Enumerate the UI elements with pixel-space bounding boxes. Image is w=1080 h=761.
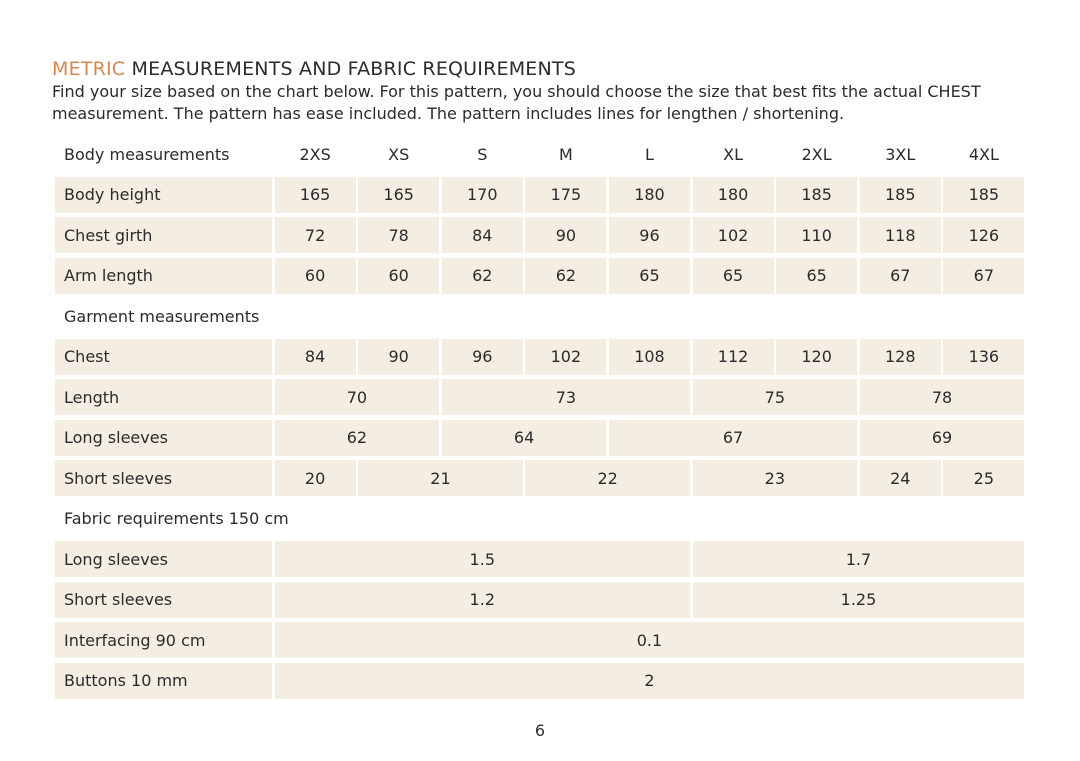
table-cell: 120 bbox=[776, 339, 857, 375]
table-cell: 67 bbox=[943, 258, 1024, 294]
page-number: 6 bbox=[534, 721, 546, 740]
table-cell: 84 bbox=[442, 217, 523, 253]
body-row-label: Chest girth bbox=[55, 217, 272, 253]
table-cell: 1.25 bbox=[693, 582, 1025, 618]
table-cell: 73 bbox=[442, 379, 690, 415]
table-cell: 65 bbox=[693, 258, 774, 294]
size-column-header: L bbox=[645, 144, 654, 164]
table-cell: 102 bbox=[525, 339, 606, 375]
size-column-header: 4XL bbox=[968, 144, 999, 164]
body-row-label: Arm length bbox=[55, 258, 272, 294]
fabric-row-label: Interfacing 90 cm bbox=[55, 622, 272, 658]
table-cell: 175 bbox=[525, 177, 606, 213]
size-column-header: M bbox=[558, 144, 573, 164]
table-cell: 185 bbox=[943, 177, 1024, 213]
page-title bbox=[52, 57, 576, 81]
table-cell: 136 bbox=[943, 339, 1024, 375]
table-cell: 0.1 bbox=[275, 622, 1025, 658]
table-cell: 1.5 bbox=[275, 541, 690, 577]
table-cell: 112 bbox=[693, 339, 774, 375]
garment-row-label: Long sleeves bbox=[55, 420, 272, 456]
fabric-row-label: Buttons 10 mm bbox=[55, 663, 272, 699]
table-cell: 67 bbox=[860, 258, 941, 294]
fabric-requirements-heading: Fabric requirements 150 cm bbox=[64, 509, 289, 528]
table-cell: 75 bbox=[693, 379, 858, 415]
table-cell: 180 bbox=[609, 177, 690, 213]
table-cell: 128 bbox=[860, 339, 941, 375]
table-cell: 70 bbox=[275, 379, 440, 415]
table-cell: 65 bbox=[609, 258, 690, 294]
table-cell: 96 bbox=[442, 339, 523, 375]
table-cell: 62 bbox=[442, 258, 523, 294]
size-column-header: S bbox=[477, 144, 488, 164]
garment-measurements-heading: Garment measurements bbox=[64, 306, 260, 326]
table-cell: 22 bbox=[525, 460, 690, 496]
table-cell: 185 bbox=[860, 177, 941, 213]
table-cell: 60 bbox=[275, 258, 356, 294]
table-cell: 64 bbox=[442, 420, 607, 456]
garment-row-label: Chest bbox=[55, 339, 272, 375]
table-cell: 110 bbox=[776, 217, 857, 253]
table-cell: 65 bbox=[776, 258, 857, 294]
title-accent: METRIC bbox=[52, 58, 126, 80]
table-cell: 62 bbox=[525, 258, 606, 294]
table-cell: 185 bbox=[776, 177, 857, 213]
table-cell: 2 bbox=[275, 663, 1025, 699]
garment-row-label: Short sleeves bbox=[55, 460, 272, 496]
table-cell: 67 bbox=[609, 420, 857, 456]
size-column-header: 2XS bbox=[299, 144, 331, 164]
table-cell: 102 bbox=[693, 217, 774, 253]
size-chart-table bbox=[55, 136, 1024, 699]
title-rest: MEASUREMENTS AND FABRIC REQUIREMENTS bbox=[125, 58, 576, 80]
table-cell: 84 bbox=[275, 339, 356, 375]
body-measurements-heading: Body measurements bbox=[64, 144, 230, 164]
table-cell: 96 bbox=[609, 217, 690, 253]
table-cell: 69 bbox=[860, 420, 1025, 456]
table-cell: 78 bbox=[860, 379, 1025, 415]
table-cell: 1.7 bbox=[693, 541, 1025, 577]
table-cell: 20 bbox=[275, 460, 356, 496]
table-cell: 165 bbox=[358, 177, 439, 213]
table-cell: 90 bbox=[358, 339, 439, 375]
size-column-header: 2XL bbox=[801, 144, 832, 164]
body-row-label: Body height bbox=[55, 177, 272, 213]
size-column-header: XS bbox=[388, 144, 410, 164]
table-cell: 21 bbox=[358, 460, 523, 496]
table-cell: 24 bbox=[860, 460, 941, 496]
table-cell: 108 bbox=[609, 339, 690, 375]
table-cell: 118 bbox=[860, 217, 941, 253]
size-column-header: 3XL bbox=[885, 144, 916, 164]
table-cell: 25 bbox=[943, 460, 1024, 496]
table-cell: 60 bbox=[358, 258, 439, 294]
table-cell: 180 bbox=[693, 177, 774, 213]
table-cell: 126 bbox=[943, 217, 1024, 253]
table-cell: 23 bbox=[693, 460, 858, 496]
fabric-row-label: Short sleeves bbox=[55, 582, 272, 618]
intro-paragraph: Find your size based on the chart below. For this pattern, you should choose the size that best fits the actual CHEST measurement. The pattern has ease included. The pattern includes lines for lengthen / shortening. bbox=[52, 82, 981, 123]
table-cell: 165 bbox=[275, 177, 356, 213]
table-cell: 78 bbox=[358, 217, 439, 253]
size-column-header: XL bbox=[723, 144, 743, 164]
table-cell: 90 bbox=[525, 217, 606, 253]
garment-row-label: Length bbox=[55, 379, 272, 415]
table-cell: 62 bbox=[275, 420, 440, 456]
table-cell: 1.2 bbox=[275, 582, 690, 618]
table-cell: 72 bbox=[275, 217, 356, 253]
table-cell: 170 bbox=[442, 177, 523, 213]
fabric-row-label: Long sleeves bbox=[55, 541, 272, 577]
